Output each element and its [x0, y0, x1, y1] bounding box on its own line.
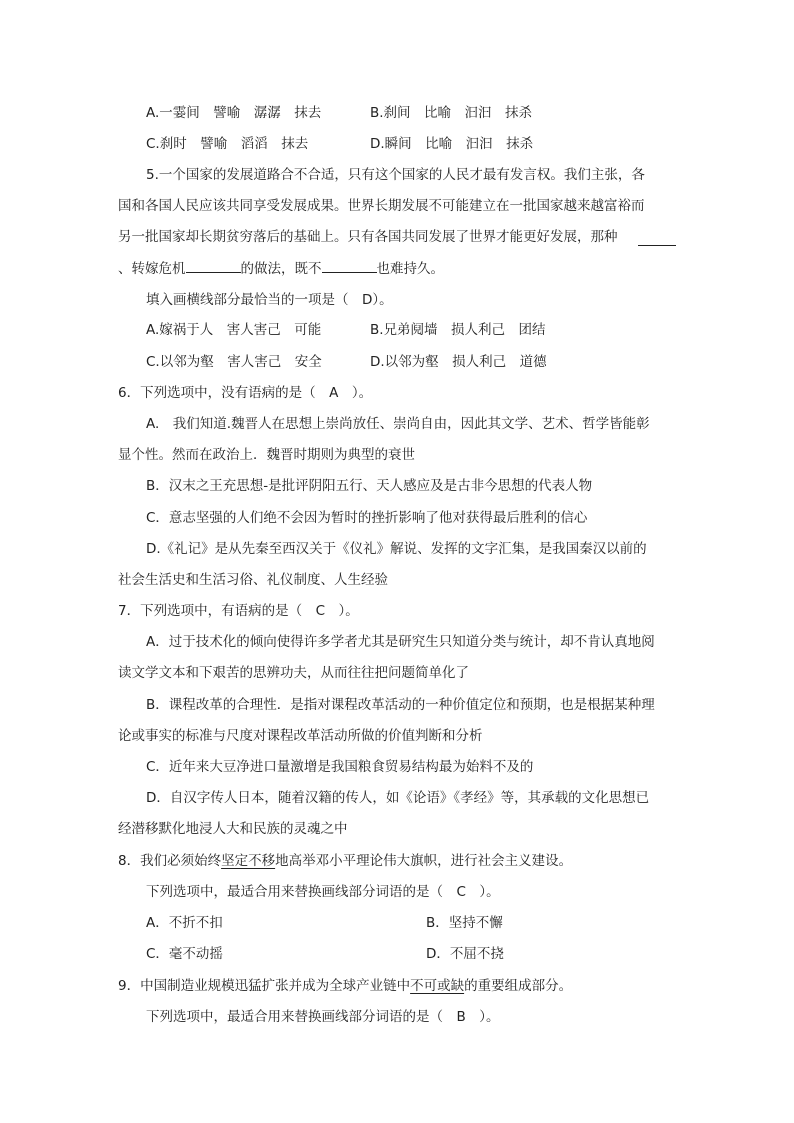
- q6-option-b: B．汉末之王充思想-是批评阴阳五行、天人感应及是古非今思想的代表人物: [146, 478, 593, 494]
- q9-prompt: 下列选项中，最适合用来替换画线部分词语的是（ B ）。: [146, 1009, 500, 1025]
- q5-stem-line4: [118, 258, 444, 279]
- q8-option-b: B．坚持不懈: [426, 915, 503, 931]
- q8-stem-pre: 8．我们必须始终: [118, 853, 222, 869]
- q8-stem: [118, 851, 572, 871]
- q7-option-c: C．近年来大豆净进口量激增是我国粮食贸易结构最为始料不及的: [146, 759, 534, 775]
- q9-stem-pre: 9．中国制造业规模迅猛扩张并成为全球产业链中: [118, 978, 411, 994]
- q7-option-d-line1: D．自汉字传人日本，随着汉籍的传人，如《论语》《孝经》等，其承载的文化思想已: [146, 790, 650, 806]
- q7-option-b-line2: 论或事实的标准与尺度对课程改革活动所做的价值判断和分析: [118, 728, 483, 744]
- q8-option-d: D．不屈不挠: [426, 946, 504, 962]
- q6-option-d-line1: D.《礼记》是从先秦至西汉关于《仪礼》解说、发挥的文字汇集，是我国秦汉以前的: [146, 541, 647, 557]
- q7-option-b-line1: B．课程改革的合理性．是指对课程改革活动的一种价值定位和预期，也是根据某种理: [146, 697, 655, 713]
- q5-line4-b: 的做法，既不: [240, 261, 322, 277]
- q8-option-c: C．毫不动摇: [146, 946, 223, 962]
- q5-blank-1: [638, 231, 676, 246]
- q9-stem-post: 的重要组成部分。: [464, 978, 573, 994]
- q5-stem-line3: 另一批国家却长期贫穷落后的基础上。只有各国共同发展了世界才能更好发展，那种: [118, 229, 618, 245]
- q5-option-b: B.兄弟阋墙 损人利己 团结: [370, 322, 546, 338]
- q5-stem-line2: 国和各国人民应该共同享受发展成果。世界长期发展不可能建立在一批国家越来越富裕而: [118, 198, 645, 214]
- q5-blank-2: [186, 258, 241, 273]
- q9-underlined-term: 不可或缺: [410, 978, 465, 994]
- q6-option-d-line2: 社会生活史和生活习俗、礼仪制度、人生经验: [118, 572, 388, 588]
- q5-option-a: A.嫁祸于人 害人害己 可能: [146, 322, 322, 338]
- q8-option-a: A．不折不扣: [146, 915, 223, 931]
- q7-stem: 7．下列选项中，有语病的是（ C ）。: [118, 603, 359, 619]
- q7-option-a-line2: 读文学文本和下艰苦的思辨功夫，从而往往把问题简单化了: [118, 665, 469, 681]
- q6-option-a-line1: A. 我们知道.魏晋人在思想上崇尚放任、崇尚自由，因此其文学、艺术、哲学皆能彰: [146, 416, 650, 432]
- q5-prompt: 填入画横线部分最恰当的一项是（ D）。: [146, 292, 393, 308]
- q5-stem-line1: 5.一个国家的发展道路合不合适，只有这个国家的人民才最有发言权。我们主张，各: [146, 167, 645, 183]
- q5-option-c: C.以邻为壑 害人害己 安全: [146, 354, 322, 370]
- q4-option-c: C.刹时 譬喻 滔滔 抹去: [146, 136, 309, 152]
- q7-option-a-line1: A．过于技术化的倾向使得许多学者尤其是研究生只知道分类与统计，却不肯认真地阅: [146, 634, 655, 650]
- q7-option-d-line2: 经潜移默化地浸人大和民族的灵魂之中: [118, 821, 348, 837]
- q6-option-a-line2: 显个性。然而在政治上．魏晋时期则为典型的衰世: [118, 447, 415, 463]
- q5-option-d: D.以邻为壑 损人利己 道德: [370, 354, 547, 370]
- q8-stem-post: 地高举邓小平理论伟大旗帜，进行社会主义建设。: [275, 853, 573, 869]
- q4-option-b: B.刹间 比喻 汩汩 抹杀: [370, 105, 533, 121]
- q4-option-d: D.瞬间 比喻 汩汩 抹杀: [370, 136, 534, 152]
- q8-prompt: 下列选项中，最适合用来替换画线部分词语的是（ C ）。: [146, 884, 500, 900]
- q6-option-c: C．意志坚强的人们绝不会因为暂时的挫折影响了他对获得最后胜利的信心: [146, 510, 588, 526]
- q4-option-a: A.一霎间 譬喻 潺潺 抹去: [146, 105, 322, 121]
- q8-underlined-term: 坚定不移: [221, 853, 276, 869]
- q5-line4-c: 也难持久。: [376, 261, 444, 277]
- q6-stem: 6．下列选项中，没有语病的是（ A ）。: [118, 385, 373, 401]
- q9-stem: [118, 976, 572, 996]
- q5-line4-a: 、转嫁危机: [118, 261, 186, 277]
- q5-blank-3: [322, 258, 377, 273]
